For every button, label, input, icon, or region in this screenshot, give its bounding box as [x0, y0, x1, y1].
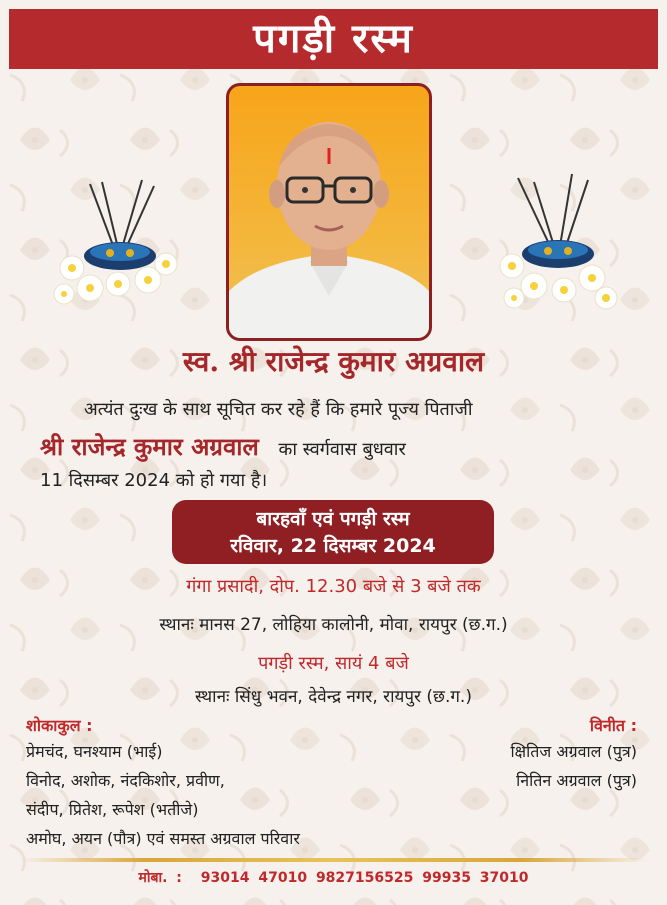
notice-line-3: 11 दिसम्बर 2024 को हो गया है।: [40, 470, 268, 491]
mourners-line-4: अमोघ, अयन (पौत्र) एवं समस्त अग्रवाल परिवार: [26, 829, 300, 848]
notice-line-1: अत्यंत दुःख के साथ सूचित कर रहे हैं कि हमारे पूज्य पिताजी: [84, 399, 473, 420]
event-title: बारहवाँ एवं पगड़ी रस्म: [256, 508, 410, 530]
contact-numbers: [0, 868, 667, 887]
mourners-line-3: संदीप, प्रितेश, रूपेश (भतीजे): [26, 800, 199, 819]
prasadi-venue: स्थानः मानस 27, लोहिया कालोनी, मोवा, रायपुर (छ.ग.): [159, 615, 508, 635]
mourners-line-1: प्रेमचंद, घनश्याम (भाई): [26, 742, 163, 761]
pagdi-time: पगड़ी रस्म, सायं 4 बजे: [258, 653, 409, 674]
incense-bowl-left-icon: [50, 176, 180, 316]
prasadi-time: गंगा प्रसादी, दोप. 12.30 बजे से 3 बजे तक: [186, 576, 481, 597]
contact-phone-list: 93014 47010 9827156525 99935 37010: [200, 870, 529, 886]
event-date: रविवार, 22 दिसम्बर 2024: [230, 535, 436, 557]
event-banner: [172, 500, 494, 564]
mourners-line-2: विनोद, अशोक, नंदकिशोर, प्रवीण,: [26, 771, 225, 790]
vinit-line-1: क्षितिज अग्रवाल (पुत्र): [510, 742, 637, 761]
deceased-name: स्व. श्री राजेन्द्र कुमार अग्रवाल: [182, 345, 485, 378]
notice-line-2: [40, 430, 635, 463]
mourners-heading: शोकाकुल :: [26, 716, 93, 735]
pagdi-venue: स्थानः सिंधु भवन, देवेन्द्र नगर, रायपुर (छ.ग.): [195, 687, 472, 707]
vinit-line-2: नितिन अग्रवाल (पुत्र): [516, 771, 637, 790]
notice-name-inline: श्री राजेन्द्र कुमार अग्रवाल: [40, 432, 259, 461]
portrait-icon: [229, 86, 429, 338]
gold-divider: [20, 858, 647, 862]
portrait-photo: [226, 83, 432, 341]
vinit-heading: विनीत :: [589, 716, 637, 735]
notice-line-2-rest: का स्वर्गवास बुधवार: [278, 439, 406, 460]
incense-bowl-right-icon: [494, 168, 624, 318]
contact-label: मोबा. :: [138, 870, 182, 886]
page-title: पगड़ी रस्म: [9, 9, 658, 69]
